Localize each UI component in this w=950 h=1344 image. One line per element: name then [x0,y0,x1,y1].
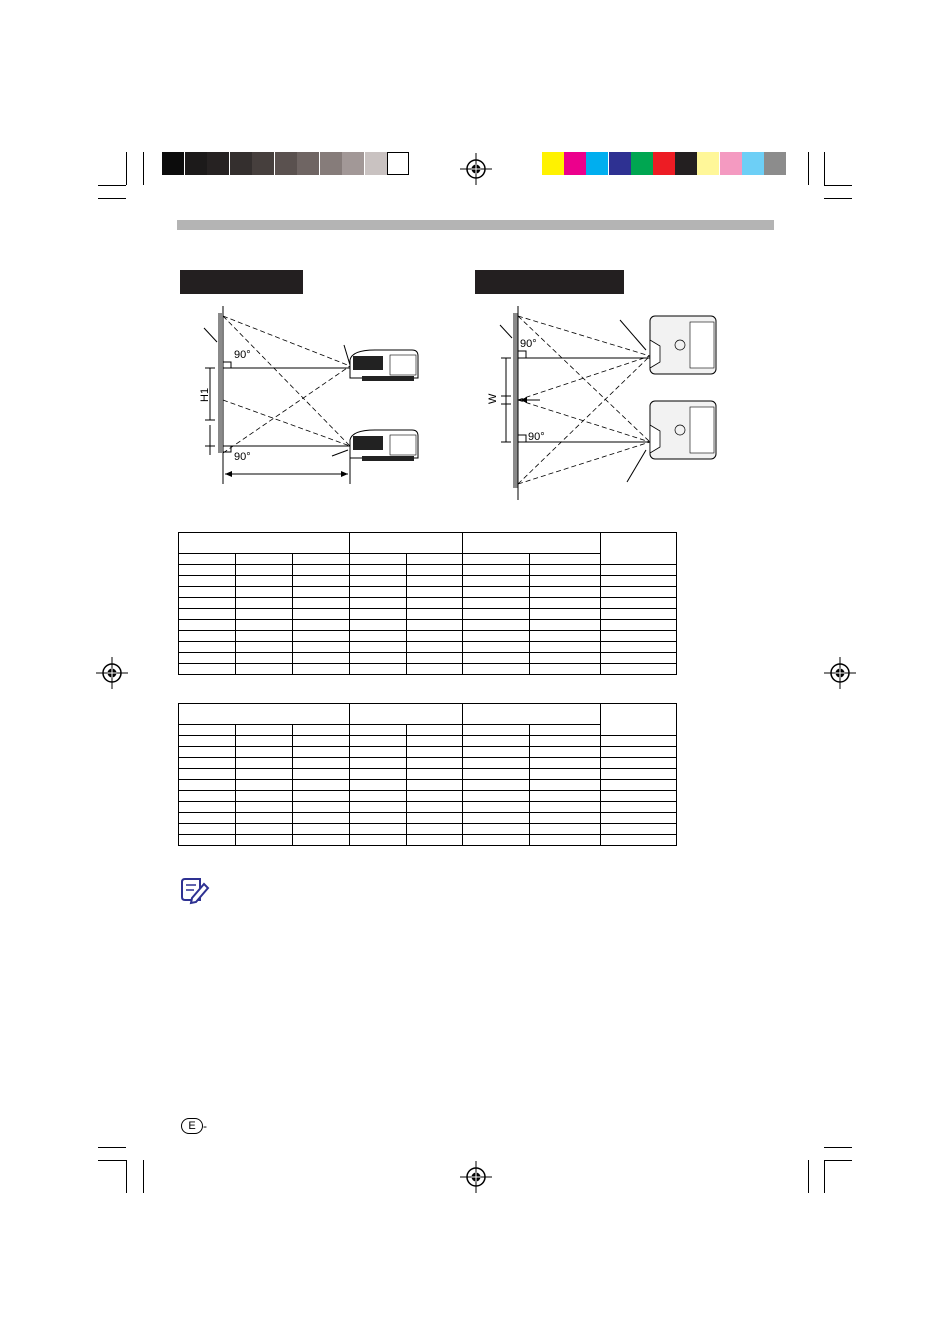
crop-mark [808,1160,809,1193]
table-row [179,631,677,642]
angle-label-top: 90° [234,349,251,361]
note-pencil-icon [180,876,210,906]
table-row [179,736,677,747]
angle-label-bottom: 90° [528,431,545,443]
projection-diagram-horizontal [0,0,950,520]
crop-mark [98,1147,126,1148]
height-label: H1 [199,387,211,402]
table-row [179,835,677,846]
crop-mark [824,1160,825,1193]
table-header-row [179,704,677,725]
table-row [179,791,677,802]
crop-mark [824,1147,852,1148]
registration-mark-bottom [460,1161,492,1193]
throw-distance-table-2 [178,703,677,846]
table-row [179,802,677,813]
throw-distance-table-1 [178,532,677,675]
crop-mark [98,1160,126,1161]
page-suffix: - [203,1119,207,1133]
table-row [179,769,677,780]
table-row [179,813,677,824]
table-row [179,653,677,664]
angle-label-top: 90° [520,338,537,350]
table-row [179,587,677,598]
table-row [179,780,677,791]
registration-mark-left [96,657,128,689]
width-label: W [487,393,499,404]
projector-top-view-icon [620,316,716,374]
crop-mark [143,1160,144,1193]
crop-mark [126,1160,127,1193]
table-row [179,620,677,631]
table-row [179,598,677,609]
registration-mark-right [824,657,856,689]
language-letter: E [181,1118,203,1134]
table-row [179,758,677,769]
table-row [179,576,677,587]
angle-label-bottom: 90° [234,451,251,463]
table-row [179,609,677,620]
table-row [179,642,677,653]
table-row [179,824,677,835]
table-header-row [179,533,677,554]
crop-mark [824,1160,852,1161]
table-row [179,664,677,675]
table-row [179,747,677,758]
table-row [179,565,677,576]
page-number-marker [181,1118,207,1134]
